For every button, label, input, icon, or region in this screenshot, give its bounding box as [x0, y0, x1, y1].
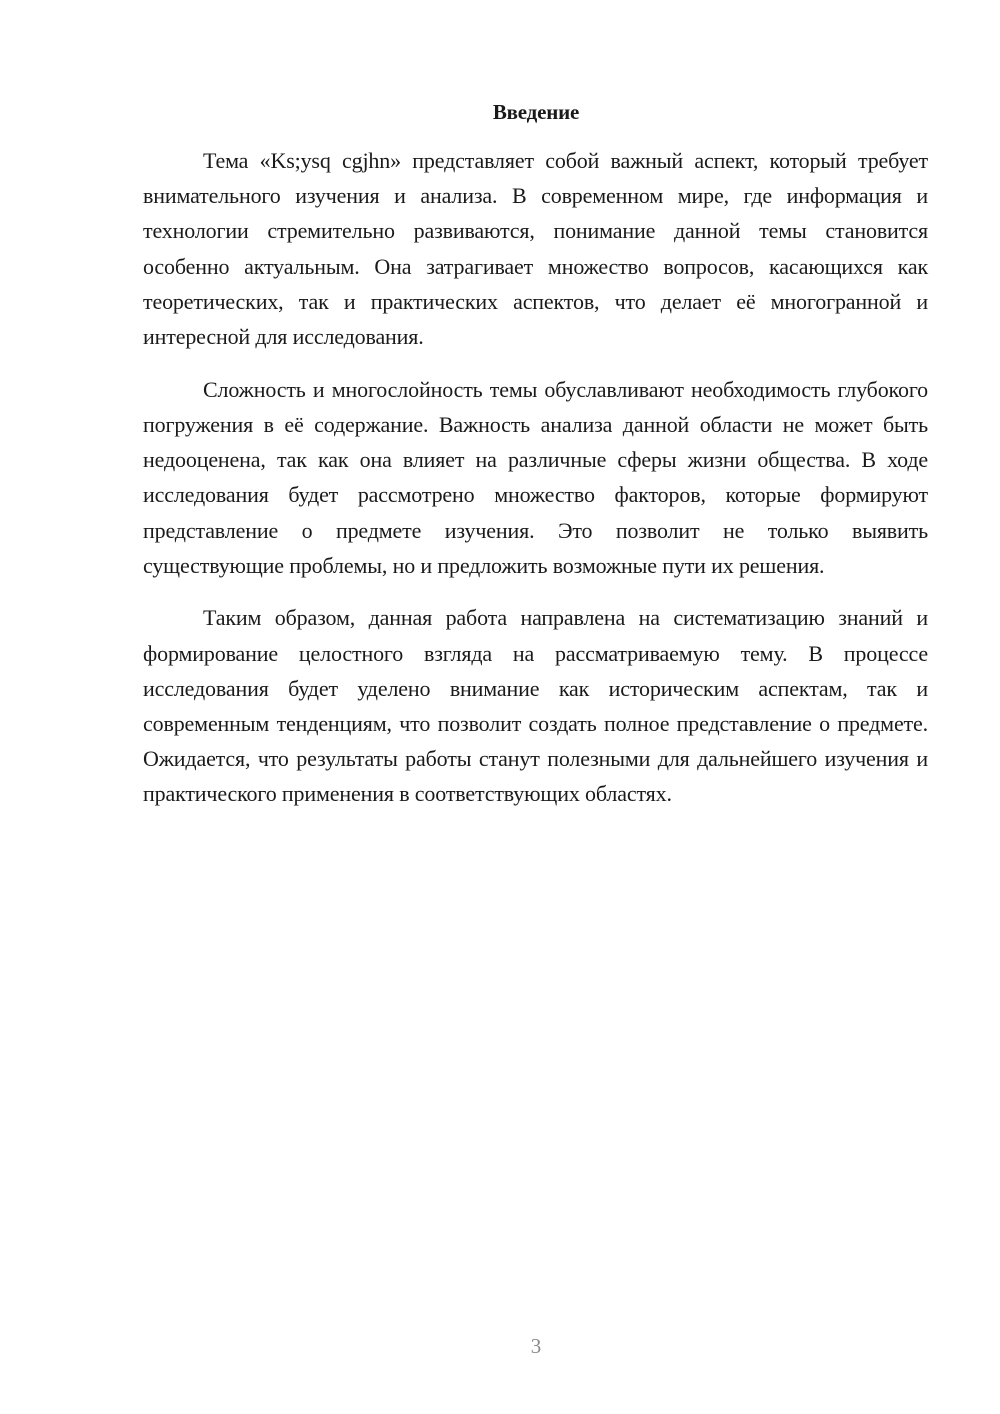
section-heading: Введение — [492, 100, 580, 124]
paragraph-2: Сложность и многослойность темы обуславливают необходимость глубокого погружения в её содержание. Важность анализа данной области не может быть недооценена, так как она влияет на различные сферы жизни общества. В ходе исследования будет рассмотрено множество факторов, которые формируют представление о предмете изучения. Это позволит не только выявить существующие проблемы, но и предложить возможные пути их решения. — [143, 376, 928, 578]
paragraph-1: Тема «Ks;ysq cgjhn» представляет собой важный аспект, который требует внимательного изучения и анализа. В современном мире, где информация и технологии стремительно развиваются, понимание данной темы становится особенно актуальным. Она затрагивает множество вопросов, касающихся как теоретических, так и практических аспектов, что делает её многогранной и интересной для исследования. — [143, 148, 928, 350]
paragraph-3: Таким образом, данная работа направлена на систематизацию знаний и формирование целостного взгляда на рассматриваемую тему. В процессе исследования будет уделено внимание как историческим аспектам, так и современным тенденциям, что позволит создать полное представление о предмете. Ожидается, что результаты работы станут полезными для дальнейшего изучения и практического применения в соответствующих областях. — [143, 605, 928, 807]
page-number: 3 — [530, 1334, 542, 1358]
body-text — [143, 143, 928, 829]
